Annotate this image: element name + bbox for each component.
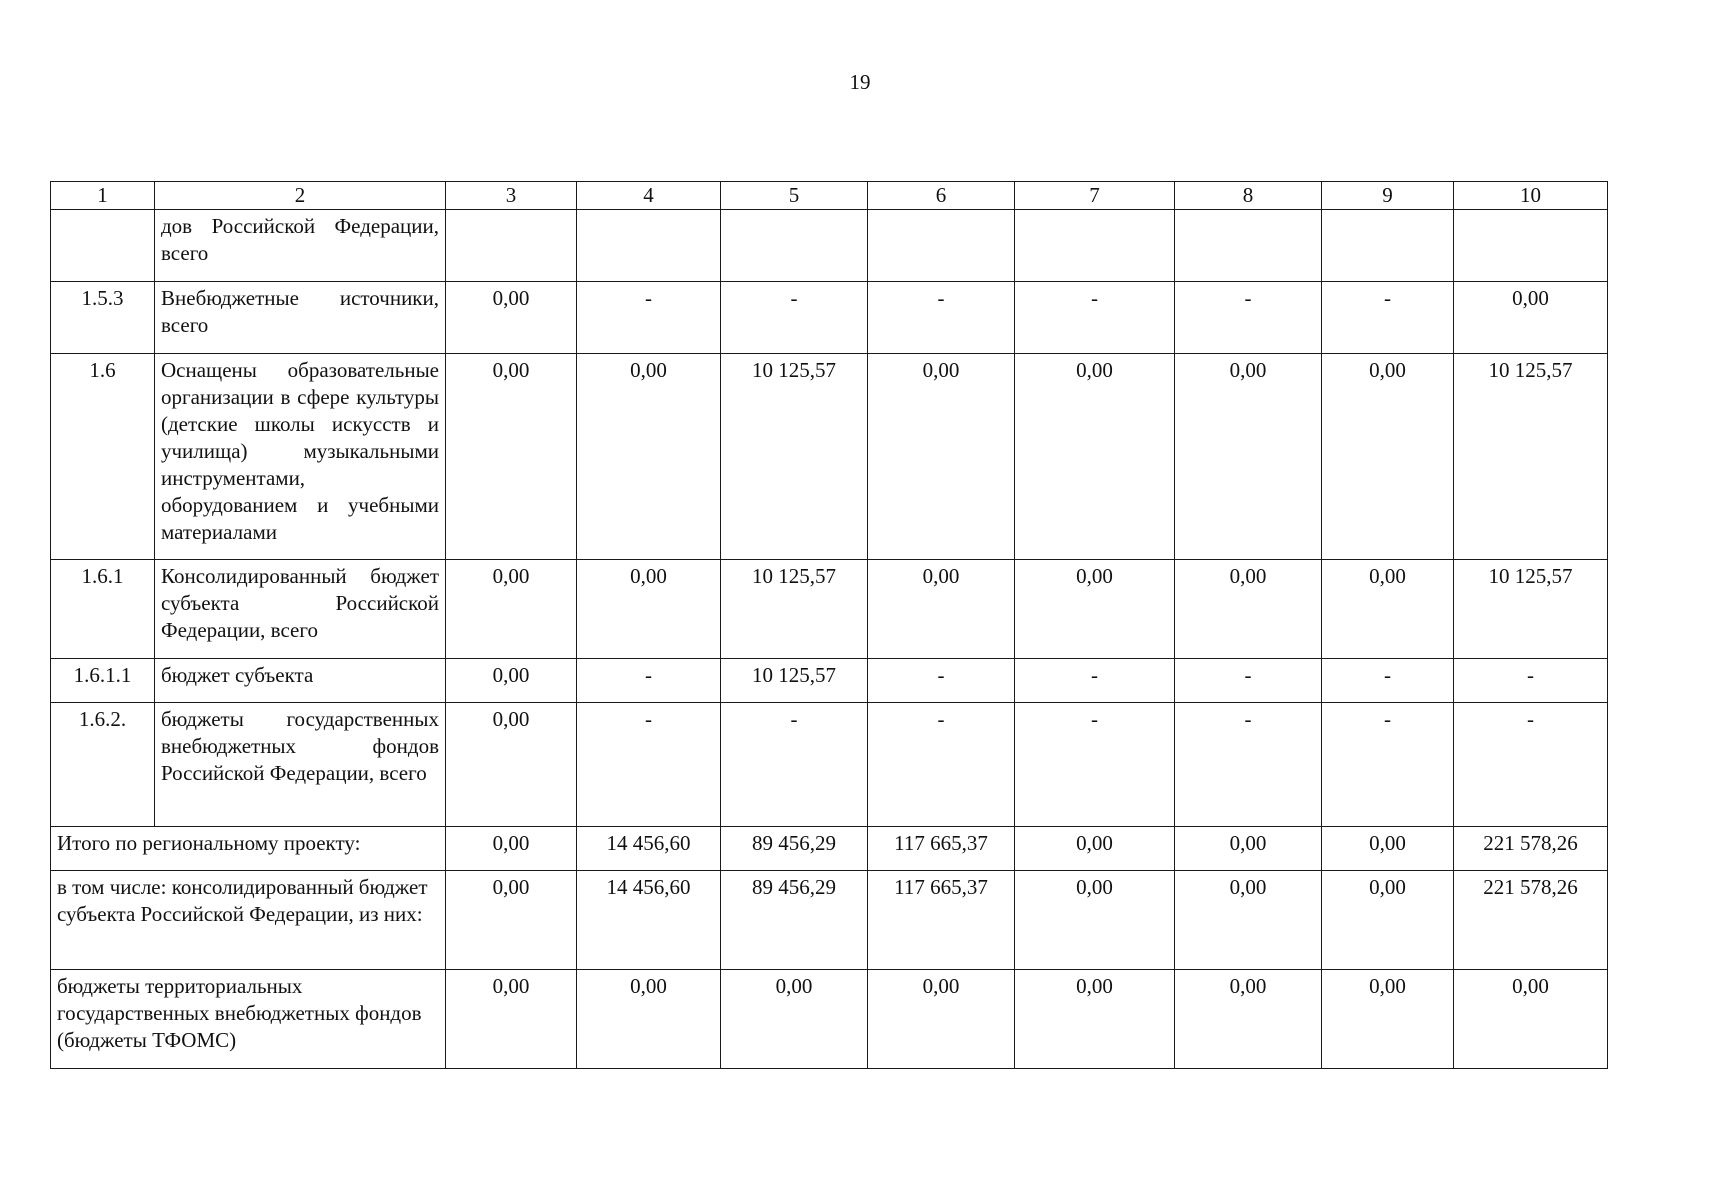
header-cell: 4 xyxy=(577,182,721,210)
value-cell: - xyxy=(1454,703,1608,827)
value-cell: 0,00 xyxy=(1015,871,1175,970)
row-code: 1.5.3 xyxy=(51,282,155,354)
budget-table xyxy=(50,181,1608,1069)
value-cell: 221 578,26 xyxy=(1454,871,1608,970)
row-code xyxy=(51,210,155,282)
value-cell: 117 665,37 xyxy=(868,827,1015,871)
row-code: 1.6.2. xyxy=(51,703,155,827)
value-cell: 14 456,60 xyxy=(577,827,721,871)
value-cell: 0,00 xyxy=(446,560,577,659)
value-cell: - xyxy=(1322,282,1454,354)
header-cell: 10 xyxy=(1454,182,1608,210)
page-number: 19 xyxy=(849,70,871,94)
value-cell: 0,00 xyxy=(446,871,577,970)
table-row xyxy=(51,210,1608,282)
value-cell: 0,00 xyxy=(446,659,577,703)
row-label: Внебюджетные источники, всего xyxy=(155,282,446,354)
value-cell: 14 456,60 xyxy=(577,871,721,970)
value-cell xyxy=(1454,210,1608,282)
value-cell: 10 125,57 xyxy=(1454,560,1608,659)
value-cell: 221 578,26 xyxy=(1454,827,1608,871)
value-cell: 0,00 xyxy=(1454,282,1608,354)
value-cell: - xyxy=(577,703,721,827)
value-cell: 0,00 xyxy=(446,827,577,871)
total-label: Итого по региональному проекту: xyxy=(51,827,446,871)
table-row xyxy=(51,560,1608,659)
value-cell xyxy=(1015,210,1175,282)
value-cell: 0,00 xyxy=(1015,560,1175,659)
value-cell: 0,00 xyxy=(577,354,721,560)
value-cell: - xyxy=(1322,703,1454,827)
value-cell xyxy=(577,210,721,282)
value-cell: 10 125,57 xyxy=(721,560,868,659)
value-cell: 0,00 xyxy=(577,970,721,1069)
value-cell: - xyxy=(868,659,1015,703)
table-row xyxy=(51,703,1608,827)
total-row xyxy=(51,871,1608,970)
value-cell: 0,00 xyxy=(446,970,577,1069)
total-label: в том числе: консолидированный бюджет субъекта Российской Федерации, из них: xyxy=(51,871,446,970)
header-cell: 5 xyxy=(721,182,868,210)
table-row xyxy=(51,354,1608,560)
header-row xyxy=(51,182,1608,210)
value-cell xyxy=(721,210,868,282)
value-cell: 0,00 xyxy=(868,560,1015,659)
value-cell: 0,00 xyxy=(1015,827,1175,871)
value-cell: 89 456,29 xyxy=(721,871,868,970)
total-row xyxy=(51,827,1608,871)
header-cell: 6 xyxy=(868,182,1015,210)
value-cell: 0,00 xyxy=(1322,871,1454,970)
row-label: Консолидированный бюджет субъекта Российской Федерации, всего xyxy=(155,560,446,659)
table-row xyxy=(51,282,1608,354)
row-code: 1.6 xyxy=(51,354,155,560)
value-cell: - xyxy=(1322,659,1454,703)
table-row xyxy=(51,659,1608,703)
value-cell: - xyxy=(1015,659,1175,703)
value-cell: - xyxy=(721,703,868,827)
value-cell: 0,00 xyxy=(1175,560,1322,659)
value-cell: - xyxy=(1175,703,1322,827)
value-cell: 0,00 xyxy=(446,703,577,827)
header-cell: 7 xyxy=(1015,182,1175,210)
value-cell: 0,00 xyxy=(721,970,868,1069)
value-cell: 0,00 xyxy=(1015,354,1175,560)
value-cell: 0,00 xyxy=(1175,871,1322,970)
row-label: Оснащены образовательные организации в сфере культуры (детские школы искусств и училища) музыкальными инструментами, оборудованием и учебными материалами xyxy=(155,354,446,560)
value-cell: 0,00 xyxy=(446,354,577,560)
value-cell: 0,00 xyxy=(1322,560,1454,659)
value-cell: - xyxy=(577,659,721,703)
value-cell: 117 665,37 xyxy=(868,871,1015,970)
header-cell: 1 xyxy=(51,182,155,210)
value-cell: 0,00 xyxy=(577,560,721,659)
value-cell: 0,00 xyxy=(1015,970,1175,1069)
value-cell: 0,00 xyxy=(868,354,1015,560)
total-label: бюджеты территориальных государственных внебюджетных фондов (бюджеты ТФОМС) xyxy=(51,970,446,1069)
value-cell: - xyxy=(1454,659,1608,703)
value-cell: - xyxy=(1015,703,1175,827)
value-cell: - xyxy=(577,282,721,354)
value-cell: - xyxy=(1175,659,1322,703)
value-cell: 0,00 xyxy=(1322,354,1454,560)
total-row xyxy=(51,970,1608,1069)
value-cell xyxy=(446,210,577,282)
value-cell: - xyxy=(721,282,868,354)
value-cell: 0,00 xyxy=(446,282,577,354)
value-cell: 0,00 xyxy=(1322,970,1454,1069)
value-cell xyxy=(1175,210,1322,282)
value-cell xyxy=(1322,210,1454,282)
value-cell: 0,00 xyxy=(1175,970,1322,1069)
row-code: 1.6.1 xyxy=(51,560,155,659)
value-cell: - xyxy=(1015,282,1175,354)
value-cell: 0,00 xyxy=(1322,827,1454,871)
row-label: дов Российской Федерации, всего xyxy=(155,210,446,282)
value-cell: 10 125,57 xyxy=(721,354,868,560)
value-cell: 0,00 xyxy=(868,970,1015,1069)
header-cell: 2 xyxy=(155,182,446,210)
value-cell: 10 125,57 xyxy=(1454,354,1608,560)
value-cell xyxy=(868,210,1015,282)
header-cell: 8 xyxy=(1175,182,1322,210)
value-cell: 0,00 xyxy=(1454,970,1608,1069)
value-cell: - xyxy=(1175,282,1322,354)
row-label: бюджеты государственных внебюджетных фондов Российской Федерации, всего xyxy=(155,703,446,827)
value-cell: - xyxy=(868,703,1015,827)
row-label: бюджет субъекта xyxy=(155,659,446,703)
row-code: 1.6.1.1 xyxy=(51,659,155,703)
value-cell: - xyxy=(868,282,1015,354)
value-cell: 10 125,57 xyxy=(721,659,868,703)
value-cell: 89 456,29 xyxy=(721,827,868,871)
value-cell: 0,00 xyxy=(1175,827,1322,871)
header-cell: 3 xyxy=(446,182,577,210)
value-cell: 0,00 xyxy=(1175,354,1322,560)
header-cell: 9 xyxy=(1322,182,1454,210)
